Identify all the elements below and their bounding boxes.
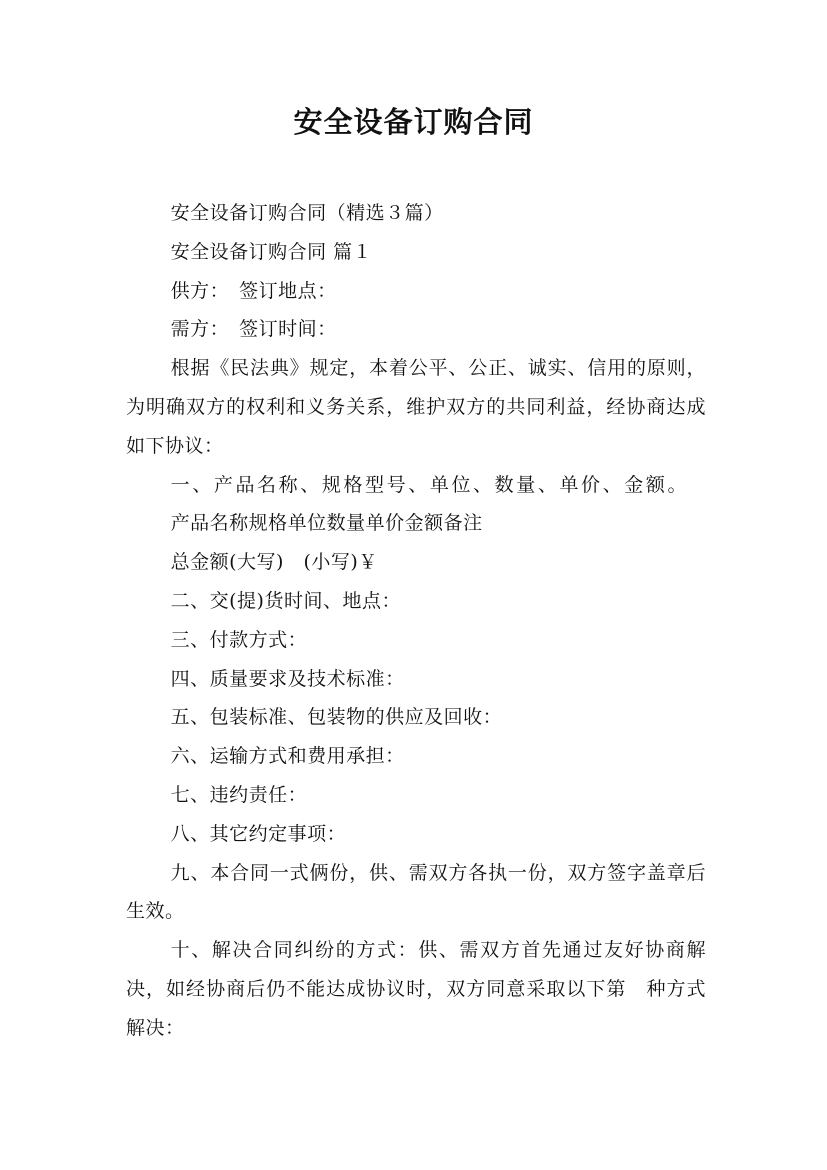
clause-4: 四、质量要求及技术标准： <box>170 667 405 690</box>
paragraph-preamble: 根据《民法典》规定，本着公平、公正、诚实、信用的原则，为明确双方的权利和义务关系，维护双方的共同利益，经协商达成如下协议： <box>126 357 706 457</box>
document-body <box>126 194 706 1048</box>
clause-7: 七、违约责任： <box>170 783 308 806</box>
paragraph-subtitle: 安全设备订购合同（精选３篇） <box>170 202 444 224</box>
clause-10: 十、解决合同纠纷的方式：供、需双方首先通过友好协商解决，如经协商后仍不能达成协议时，双方同意采取以下第 种方式解决： <box>126 939 706 1039</box>
total-amount-line: 总金额(大写) (小写)￥ <box>170 551 378 574</box>
paragraph-section-heading: 安全设备订购合同 篇１ <box>170 240 373 263</box>
clause-8: 八、其它约定事项： <box>170 822 347 845</box>
document-title: 安全设备订购合同 <box>293 105 534 139</box>
paragraph-buyer: 需方： 签订时间： <box>170 318 337 341</box>
clause-6: 六、运输方式和费用承担： <box>170 745 405 768</box>
product-table-header: 产品名称规格单位数量单价金额备注 <box>170 512 483 535</box>
clause-9: 九、本合同一式俩份，供、需双方各执一份，双方签字盖章后生效。 <box>126 861 706 923</box>
paragraph-supplier: 供方： 签订地点： <box>170 279 337 302</box>
clause-1: 一、产品名称、规格型号、单位、数量、单价、金额。 <box>170 473 690 496</box>
clause-3: 三、付款方式： <box>170 628 308 651</box>
clause-2: 二、交(提)货时间、地点： <box>170 589 401 612</box>
clause-5: 五、包装标准、包装物的供应及回收： <box>170 706 503 729</box>
